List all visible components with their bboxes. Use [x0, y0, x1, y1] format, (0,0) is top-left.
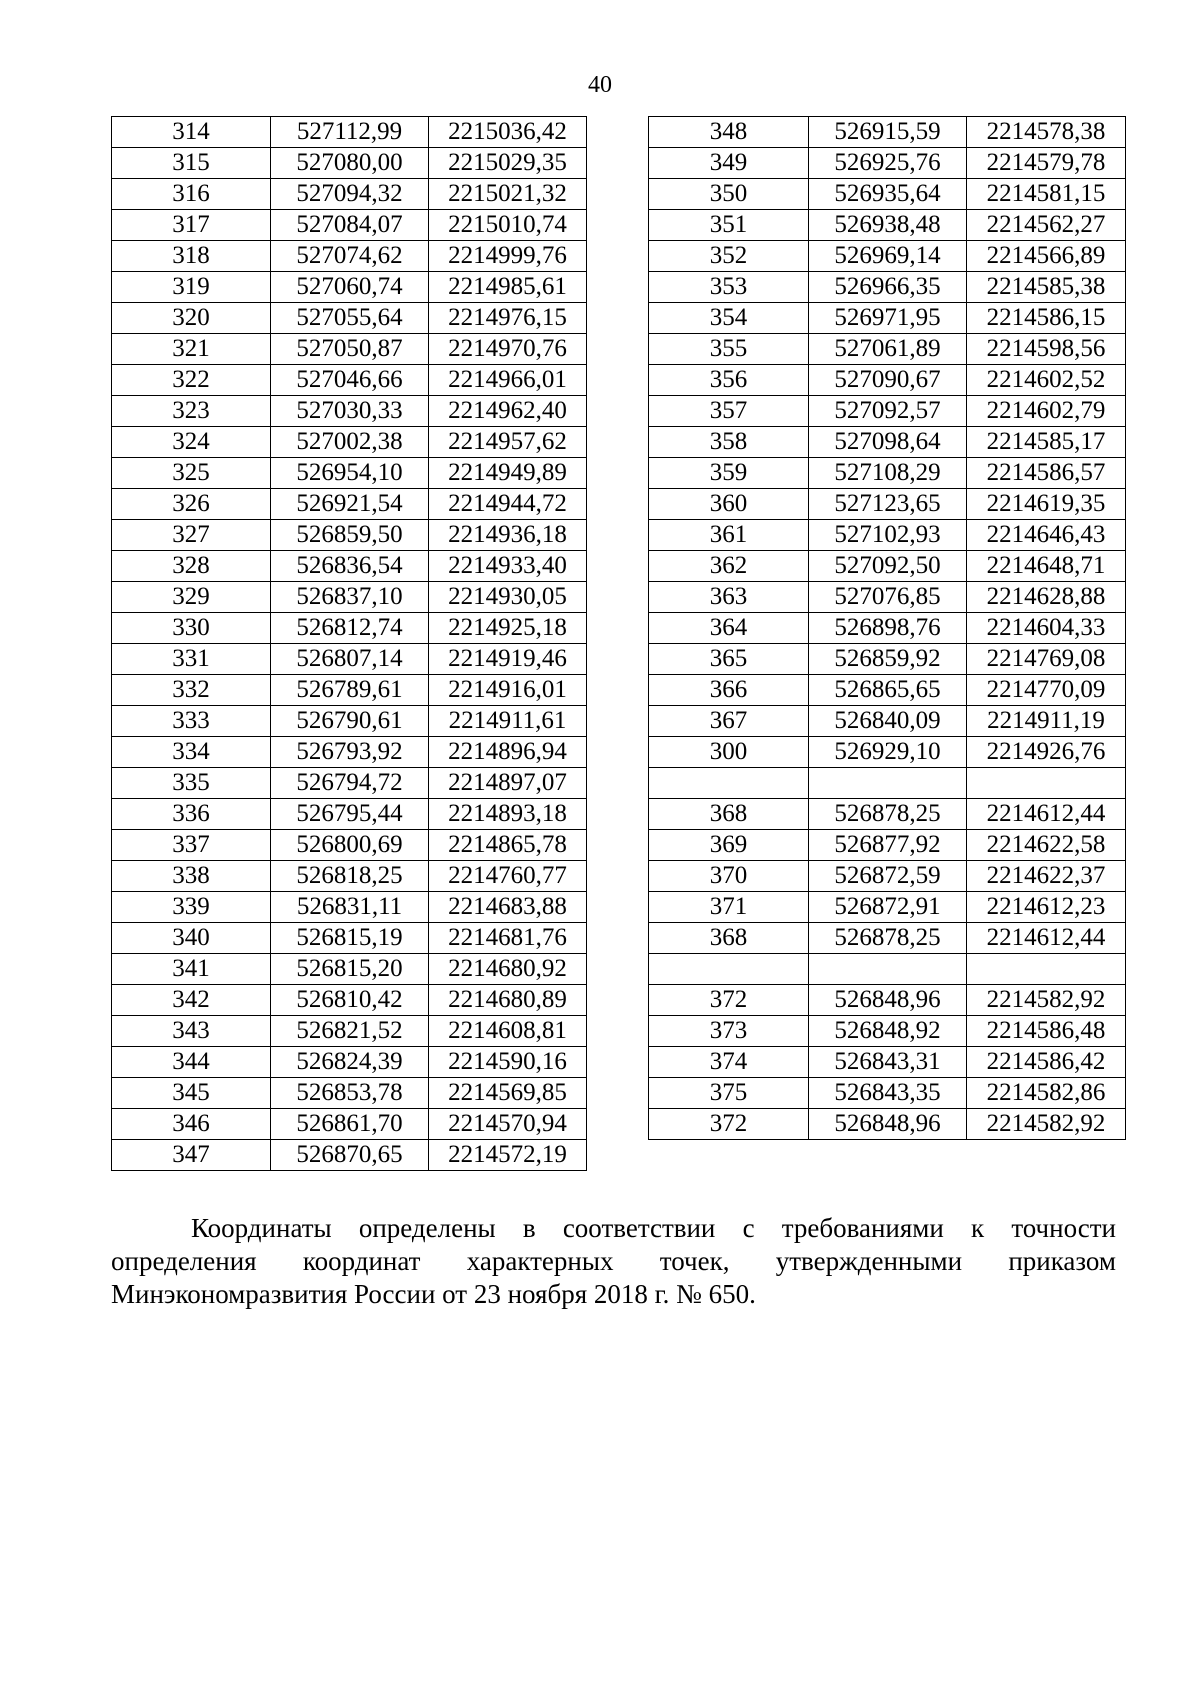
x-coordinate-cell: 526938,48	[809, 210, 967, 241]
point-number-cell: 339	[112, 892, 271, 923]
table-row	[649, 210, 1126, 241]
point-number-cell: 331	[112, 644, 271, 675]
point-number-cell	[649, 954, 809, 985]
table-row	[649, 799, 1126, 830]
y-coordinate-cell: 2214622,58	[967, 830, 1126, 861]
table-row	[112, 303, 587, 334]
table-row	[112, 1109, 587, 1140]
x-coordinate-cell: 526815,19	[271, 923, 429, 954]
table-row	[112, 241, 587, 272]
table-row	[112, 148, 587, 179]
table-row	[112, 892, 587, 923]
y-coordinate-cell: 2214586,48	[967, 1016, 1126, 1047]
y-coordinate-cell: 2214585,38	[967, 272, 1126, 303]
point-number-cell: 317	[112, 210, 271, 241]
point-number-cell: 351	[649, 210, 809, 241]
x-coordinate-cell: 526872,59	[809, 861, 967, 892]
table-row	[112, 427, 587, 458]
x-coordinate-cell: 527076,85	[809, 582, 967, 613]
x-coordinate-cell: 526818,25	[271, 861, 429, 892]
point-number-cell: 350	[649, 179, 809, 210]
table-row	[649, 613, 1126, 644]
y-coordinate-cell: 2214911,19	[967, 706, 1126, 737]
y-coordinate-cell: 2214962,40	[429, 396, 587, 427]
accuracy-note: Координаты определены в соответствии с требованиями к точности определения координат характерных точек, утвержденными приказом Минэкономразвития России от 23 ноября 2018 г. № 650.	[111, 1213, 1116, 1309]
y-coordinate-cell: 2214916,01	[429, 675, 587, 706]
table-row	[112, 923, 587, 954]
y-coordinate-cell: 2214646,43	[967, 520, 1126, 551]
table-row	[649, 892, 1126, 923]
point-number-cell: 338	[112, 861, 271, 892]
x-coordinate-cell: 527098,64	[809, 427, 967, 458]
table-row	[649, 923, 1126, 954]
x-coordinate-cell: 527123,65	[809, 489, 967, 520]
x-coordinate-cell: 526971,95	[809, 303, 967, 334]
table-row	[112, 861, 587, 892]
table-row	[649, 644, 1126, 675]
table-row	[649, 582, 1126, 613]
point-number-cell: 363	[649, 582, 809, 613]
point-number-cell: 328	[112, 551, 271, 582]
table-row	[649, 520, 1126, 551]
x-coordinate-cell: 526925,76	[809, 148, 967, 179]
y-coordinate-cell: 2214896,94	[429, 737, 587, 768]
y-coordinate-cell: 2214985,61	[429, 272, 587, 303]
point-number-cell: 323	[112, 396, 271, 427]
point-number-cell: 340	[112, 923, 271, 954]
y-coordinate-cell: 2214582,92	[967, 985, 1126, 1016]
table-row	[649, 1078, 1126, 1109]
coordinates-table-left	[111, 116, 587, 1171]
point-number-cell: 330	[112, 613, 271, 644]
y-coordinate-cell: 2214966,01	[429, 365, 587, 396]
page-number: 40	[588, 72, 612, 98]
table-row	[112, 334, 587, 365]
point-number-cell: 324	[112, 427, 271, 458]
y-coordinate-cell: 2214612,23	[967, 892, 1126, 923]
y-coordinate-cell: 2214926,76	[967, 737, 1126, 768]
x-coordinate-cell: 526824,39	[271, 1047, 429, 1078]
x-coordinate-cell: 526929,10	[809, 737, 967, 768]
y-coordinate-cell: 2214604,33	[967, 613, 1126, 644]
x-coordinate-cell: 526810,42	[271, 985, 429, 1016]
y-coordinate-cell: 2214769,08	[967, 644, 1126, 675]
point-number-cell: 322	[112, 365, 271, 396]
point-number-cell: 325	[112, 458, 271, 489]
table-row	[649, 148, 1126, 179]
y-coordinate-cell: 2214566,89	[967, 241, 1126, 272]
table-row	[649, 179, 1126, 210]
table-row	[112, 365, 587, 396]
point-number-cell: 343	[112, 1016, 271, 1047]
table-row	[649, 489, 1126, 520]
table-row	[649, 396, 1126, 427]
x-coordinate-cell: 526843,35	[809, 1078, 967, 1109]
point-number-cell: 337	[112, 830, 271, 861]
table-row	[112, 272, 587, 303]
point-number-cell: 342	[112, 985, 271, 1016]
table-row	[112, 582, 587, 613]
point-number-cell: 369	[649, 830, 809, 861]
x-coordinate-cell: 526853,78	[271, 1078, 429, 1109]
x-coordinate-cell: 526935,64	[809, 179, 967, 210]
x-coordinate-cell: 526872,91	[809, 892, 967, 923]
y-coordinate-cell: 2214770,09	[967, 675, 1126, 706]
table-row	[112, 1016, 587, 1047]
y-coordinate-cell: 2214579,78	[967, 148, 1126, 179]
x-coordinate-cell: 526870,65	[271, 1140, 429, 1171]
x-coordinate-cell: 526865,65	[809, 675, 967, 706]
point-number-cell: 327	[112, 520, 271, 551]
point-number-cell: 318	[112, 241, 271, 272]
point-number-cell: 368	[649, 799, 809, 830]
point-number-cell: 329	[112, 582, 271, 613]
point-number-cell: 334	[112, 737, 271, 768]
x-coordinate-cell: 526877,92	[809, 830, 967, 861]
table-row	[649, 272, 1126, 303]
y-coordinate-cell: 2214680,92	[429, 954, 587, 985]
x-coordinate-cell: 526790,61	[271, 706, 429, 737]
x-coordinate-cell: 526794,72	[271, 768, 429, 799]
x-coordinate-cell: 526966,35	[809, 272, 967, 303]
y-coordinate-cell: 2215010,74	[429, 210, 587, 241]
point-number-cell: 320	[112, 303, 271, 334]
y-coordinate-cell: 2214622,37	[967, 861, 1126, 892]
point-number-cell: 319	[112, 272, 271, 303]
y-coordinate-cell: 2214612,44	[967, 799, 1126, 830]
y-coordinate-cell: 2214911,61	[429, 706, 587, 737]
y-coordinate-cell: 2214648,71	[967, 551, 1126, 582]
point-number-cell: 359	[649, 458, 809, 489]
table-row	[649, 706, 1126, 737]
point-number-cell: 356	[649, 365, 809, 396]
table-row	[649, 675, 1126, 706]
x-coordinate-cell: 526898,76	[809, 613, 967, 644]
y-coordinate-cell: 2214602,52	[967, 365, 1126, 396]
x-coordinate-cell: 527092,57	[809, 396, 967, 427]
table-row	[112, 551, 587, 582]
point-number-cell: 354	[649, 303, 809, 334]
point-number-cell: 373	[649, 1016, 809, 1047]
point-number-cell: 361	[649, 520, 809, 551]
x-coordinate-cell: 526861,70	[271, 1109, 429, 1140]
x-coordinate-cell: 526795,44	[271, 799, 429, 830]
x-coordinate-cell: 526969,14	[809, 241, 967, 272]
x-coordinate-cell: 527002,38	[271, 427, 429, 458]
y-coordinate-cell: 2215036,42	[429, 117, 587, 148]
point-number-cell: 341	[112, 954, 271, 985]
point-number-cell	[649, 768, 809, 799]
x-coordinate-cell: 526859,50	[271, 520, 429, 551]
y-coordinate-cell: 2214976,15	[429, 303, 587, 334]
y-coordinate-cell	[967, 768, 1126, 799]
x-coordinate-cell: 526840,09	[809, 706, 967, 737]
point-number-cell: 360	[649, 489, 809, 520]
table-row	[649, 1016, 1126, 1047]
point-number-cell: 368	[649, 923, 809, 954]
x-coordinate-cell: 526878,25	[809, 923, 967, 954]
x-coordinate-cell: 526836,54	[271, 551, 429, 582]
point-number-cell: 348	[649, 117, 809, 148]
x-coordinate-cell: 526812,74	[271, 613, 429, 644]
table-row	[112, 644, 587, 675]
y-coordinate-cell: 2214582,86	[967, 1078, 1126, 1109]
y-coordinate-cell: 2214865,78	[429, 830, 587, 861]
x-coordinate-cell: 527102,93	[809, 520, 967, 551]
table-row	[649, 830, 1126, 861]
table-row	[649, 458, 1126, 489]
x-coordinate-cell: 527108,29	[809, 458, 967, 489]
y-coordinate-cell: 2214585,17	[967, 427, 1126, 458]
point-number-cell: 370	[649, 861, 809, 892]
table-row	[112, 675, 587, 706]
y-coordinate-cell: 2214936,18	[429, 520, 587, 551]
x-coordinate-cell: 526837,10	[271, 582, 429, 613]
x-coordinate-cell: 526915,59	[809, 117, 967, 148]
y-coordinate-cell: 2214586,15	[967, 303, 1126, 334]
table-row	[112, 613, 587, 644]
x-coordinate-cell: 527055,64	[271, 303, 429, 334]
table-row	[112, 489, 587, 520]
table-row	[112, 954, 587, 985]
table-row	[649, 427, 1126, 458]
point-number-cell: 375	[649, 1078, 809, 1109]
x-coordinate-cell: 527094,32	[271, 179, 429, 210]
table-row	[649, 737, 1126, 768]
table-row	[112, 520, 587, 551]
x-coordinate-cell: 526848,96	[809, 1109, 967, 1140]
y-coordinate-cell: 2214893,18	[429, 799, 587, 830]
point-number-cell: 367	[649, 706, 809, 737]
y-coordinate-cell: 2214944,72	[429, 489, 587, 520]
x-coordinate-cell	[809, 954, 967, 985]
table-row	[112, 706, 587, 737]
x-coordinate-cell: 527092,50	[809, 551, 967, 582]
y-coordinate-cell: 2214569,85	[429, 1078, 587, 1109]
point-number-cell: 362	[649, 551, 809, 582]
table-row	[649, 551, 1126, 582]
point-number-cell: 346	[112, 1109, 271, 1140]
y-coordinate-cell: 2214612,44	[967, 923, 1126, 954]
y-coordinate-cell: 2214582,92	[967, 1109, 1126, 1140]
point-number-cell: 372	[649, 1109, 809, 1140]
x-coordinate-cell: 527080,00	[271, 148, 429, 179]
x-coordinate-cell: 527050,87	[271, 334, 429, 365]
x-coordinate-cell: 526789,61	[271, 675, 429, 706]
table-row	[649, 954, 1126, 985]
x-coordinate-cell: 527060,74	[271, 272, 429, 303]
point-number-cell: 316	[112, 179, 271, 210]
x-coordinate-cell: 527074,62	[271, 241, 429, 272]
point-number-cell: 345	[112, 1078, 271, 1109]
table-row	[649, 334, 1126, 365]
point-number-cell: 335	[112, 768, 271, 799]
point-number-cell: 333	[112, 706, 271, 737]
table-row	[112, 1047, 587, 1078]
point-number-cell: 314	[112, 117, 271, 148]
table-row	[649, 768, 1126, 799]
x-coordinate-cell: 526848,92	[809, 1016, 967, 1047]
point-number-cell: 371	[649, 892, 809, 923]
x-coordinate-cell: 526815,20	[271, 954, 429, 985]
table-row	[649, 1047, 1126, 1078]
y-coordinate-cell: 2214925,18	[429, 613, 587, 644]
y-coordinate-cell: 2214999,76	[429, 241, 587, 272]
table-row	[649, 117, 1126, 148]
table-row	[112, 768, 587, 799]
x-coordinate-cell: 526800,69	[271, 830, 429, 861]
x-coordinate-cell: 526954,10	[271, 458, 429, 489]
y-coordinate-cell	[967, 954, 1126, 985]
table-row	[649, 861, 1126, 892]
y-coordinate-cell: 2214619,35	[967, 489, 1126, 520]
y-coordinate-cell: 2214608,81	[429, 1016, 587, 1047]
point-number-cell: 374	[649, 1047, 809, 1078]
point-number-cell: 326	[112, 489, 271, 520]
y-coordinate-cell: 2214590,16	[429, 1047, 587, 1078]
point-number-cell: 315	[112, 148, 271, 179]
y-coordinate-cell: 2214578,38	[967, 117, 1126, 148]
y-coordinate-cell: 2214949,89	[429, 458, 587, 489]
point-number-cell: 347	[112, 1140, 271, 1171]
point-number-cell: 353	[649, 272, 809, 303]
y-coordinate-cell: 2214970,76	[429, 334, 587, 365]
y-coordinate-cell: 2214586,57	[967, 458, 1126, 489]
point-number-cell: 366	[649, 675, 809, 706]
x-coordinate-cell: 527046,66	[271, 365, 429, 396]
point-number-cell: 372	[649, 985, 809, 1016]
table-row	[112, 458, 587, 489]
y-coordinate-cell: 2215029,35	[429, 148, 587, 179]
table-row	[112, 396, 587, 427]
x-coordinate-cell: 527061,89	[809, 334, 967, 365]
point-number-cell: 336	[112, 799, 271, 830]
y-coordinate-cell: 2214572,19	[429, 1140, 587, 1171]
x-coordinate-cell: 526843,31	[809, 1047, 967, 1078]
table-row	[649, 241, 1126, 272]
y-coordinate-cell: 2214760,77	[429, 861, 587, 892]
point-number-cell: 364	[649, 613, 809, 644]
y-coordinate-cell: 2214680,89	[429, 985, 587, 1016]
y-coordinate-cell: 2215021,32	[429, 179, 587, 210]
x-coordinate-cell: 526859,92	[809, 644, 967, 675]
x-coordinate-cell: 526878,25	[809, 799, 967, 830]
x-coordinate-cell: 526831,11	[271, 892, 429, 923]
table-row	[112, 985, 587, 1016]
x-coordinate-cell	[809, 768, 967, 799]
y-coordinate-cell: 2214628,88	[967, 582, 1126, 613]
y-coordinate-cell: 2214681,76	[429, 923, 587, 954]
table-row	[649, 1109, 1126, 1140]
table-row	[112, 1078, 587, 1109]
table-row	[112, 1140, 587, 1171]
point-number-cell: 344	[112, 1047, 271, 1078]
x-coordinate-cell: 526921,54	[271, 489, 429, 520]
y-coordinate-cell: 2214562,27	[967, 210, 1126, 241]
y-coordinate-cell: 2214933,40	[429, 551, 587, 582]
x-coordinate-cell: 527084,07	[271, 210, 429, 241]
y-coordinate-cell: 2214581,15	[967, 179, 1126, 210]
table-row	[649, 985, 1126, 1016]
point-number-cell: 349	[649, 148, 809, 179]
table-row	[112, 179, 587, 210]
y-coordinate-cell: 2214897,07	[429, 768, 587, 799]
x-coordinate-cell: 527030,33	[271, 396, 429, 427]
y-coordinate-cell: 2214683,88	[429, 892, 587, 923]
table-row	[112, 117, 587, 148]
table-row	[112, 210, 587, 241]
table-row	[112, 799, 587, 830]
y-coordinate-cell: 2214957,62	[429, 427, 587, 458]
y-coordinate-cell: 2214586,42	[967, 1047, 1126, 1078]
point-number-cell: 355	[649, 334, 809, 365]
point-number-cell: 358	[649, 427, 809, 458]
table-row	[649, 303, 1126, 334]
table-row	[112, 737, 587, 768]
point-number-cell: 300	[649, 737, 809, 768]
point-number-cell: 332	[112, 675, 271, 706]
y-coordinate-cell: 2214598,56	[967, 334, 1126, 365]
x-coordinate-cell: 526807,14	[271, 644, 429, 675]
point-number-cell: 365	[649, 644, 809, 675]
x-coordinate-cell: 527090,67	[809, 365, 967, 396]
point-number-cell: 321	[112, 334, 271, 365]
x-coordinate-cell: 526848,96	[809, 985, 967, 1016]
y-coordinate-cell: 2214919,46	[429, 644, 587, 675]
y-coordinate-cell: 2214602,79	[967, 396, 1126, 427]
table-row	[649, 365, 1126, 396]
table-row	[112, 830, 587, 861]
point-number-cell: 352	[649, 241, 809, 272]
y-coordinate-cell: 2214570,94	[429, 1109, 587, 1140]
x-coordinate-cell: 527112,99	[271, 117, 429, 148]
y-coordinate-cell: 2214930,05	[429, 582, 587, 613]
x-coordinate-cell: 526793,92	[271, 737, 429, 768]
x-coordinate-cell: 526821,52	[271, 1016, 429, 1047]
coordinates-table-right	[648, 116, 1126, 1140]
point-number-cell: 357	[649, 396, 809, 427]
